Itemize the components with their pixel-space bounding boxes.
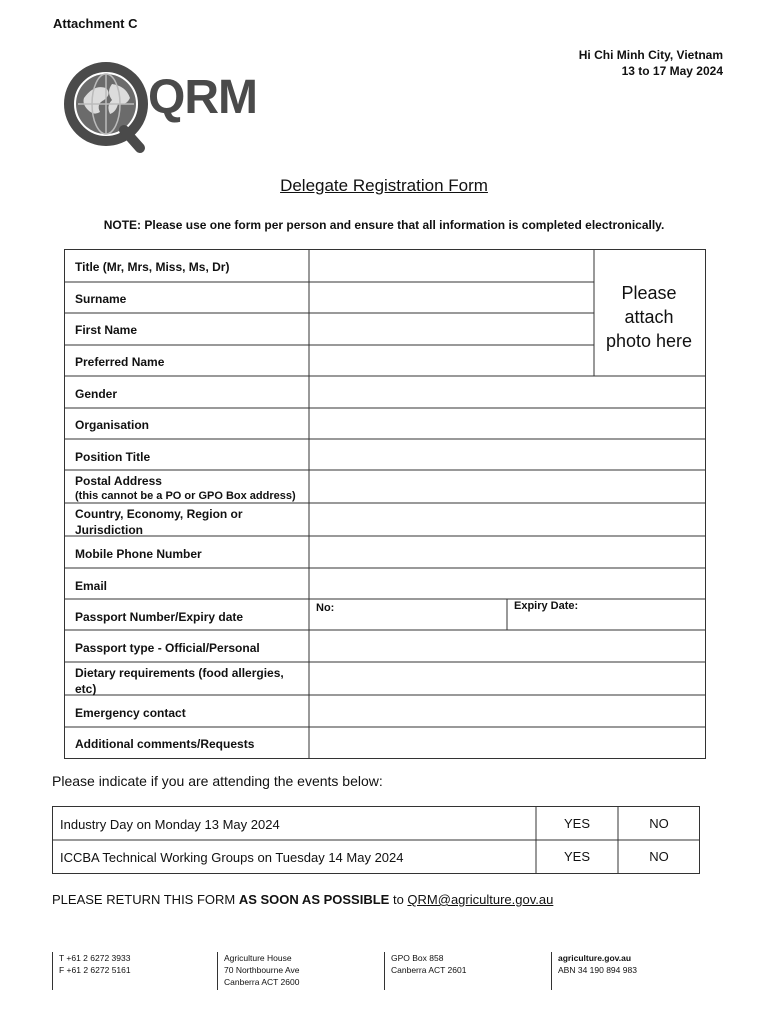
footer-web — [551, 952, 637, 990]
return-email-link[interactable]: QRM@agriculture.gov.au — [407, 892, 554, 907]
field-label-email: Email — [75, 579, 108, 593]
field-label-organisation: Organisation — [75, 418, 150, 432]
return-to: to — [389, 892, 408, 907]
photo-line-1: Please — [621, 283, 677, 303]
footer-address-line-1: Agriculture House — [224, 953, 292, 963]
passport-expiry-label: Expiry Date: — [514, 600, 579, 612]
photo-line-3: photo here — [605, 331, 693, 351]
field-label-passport: Passport Number/Expiry date — [75, 610, 244, 624]
footer-website[interactable]: agriculture.gov.au — [558, 953, 632, 963]
field-label-position-title: Position Title — [75, 450, 151, 464]
field-label-country: Country, Economy, Region or — [75, 507, 243, 521]
passport-number-label: No: — [316, 602, 335, 614]
input-postal-address[interactable] — [310, 471, 705, 503]
input-passport-type[interactable] — [310, 631, 705, 662]
field-sublabel-dietary: etc) — [75, 682, 97, 696]
input-gender[interactable] — [310, 377, 705, 408]
qrm-logo — [62, 58, 262, 154]
field-label-preferred-name: Preferred Name — [75, 355, 165, 369]
event-industry-day: Industry Day on Monday 13 May 2024 — [60, 817, 280, 832]
input-email[interactable] — [310, 569, 705, 599]
registration-table — [64, 249, 706, 759]
events-intro: Please indicate if you are attending the events below: — [52, 773, 383, 789]
input-organisation[interactable] — [310, 409, 705, 439]
footer-phone: T +61 2 6272 3933 — [59, 953, 131, 963]
footer-abn: ABN 34 190 894 983 — [558, 965, 637, 975]
input-emergency[interactable] — [310, 696, 705, 727]
field-label-dietary: Dietary requirements (food allergies, — [75, 666, 284, 680]
field-label-mobile: Mobile Phone Number — [75, 547, 202, 561]
event-industry-day-no[interactable]: NO — [649, 816, 669, 831]
logo-text: QRM — [148, 71, 257, 124]
input-dietary[interactable] — [310, 663, 705, 695]
event-location — [579, 47, 723, 79]
event-iccba-twg: ICCBA Technical Working Groups on Tuesday 14 May 2024 — [60, 850, 404, 865]
photo-placeholder — [596, 281, 702, 353]
return-prefix: PLEASE RETURN THIS FORM — [52, 892, 239, 907]
footer-po-line-2: Canberra ACT 2601 — [391, 965, 467, 975]
footer-fax: F +61 2 6272 5161 — [59, 965, 131, 975]
location-city: Hi Chi Minh City, Vietnam — [578, 48, 723, 62]
field-label-surname: Surname — [75, 292, 127, 306]
field-sublabel-country: Jurisdiction — [75, 523, 144, 537]
input-preferred-name[interactable] — [310, 346, 594, 376]
event-iccba-twg-no[interactable]: NO — [649, 849, 669, 864]
field-label-title: Title (Mr, Mrs, Miss, Ms, Dr) — [75, 260, 230, 274]
footer-postal-address — [384, 952, 466, 990]
return-instructions — [52, 892, 553, 907]
field-label-passport-type: Passport type - Official/Personal — [75, 641, 260, 655]
footer-po-line-1: GPO Box 858 — [391, 953, 444, 963]
input-country[interactable] — [310, 504, 705, 536]
input-first-name[interactable] — [310, 314, 594, 345]
field-label-postal-address: Postal Address — [75, 474, 162, 488]
input-position-title[interactable] — [310, 440, 705, 470]
footer-street-address — [217, 952, 299, 990]
input-surname[interactable] — [310, 283, 594, 313]
input-passport-number[interactable] — [310, 600, 507, 630]
input-title[interactable] — [310, 250, 594, 282]
input-passport-expiry[interactable] — [508, 600, 705, 630]
field-label-gender: Gender — [75, 387, 118, 401]
field-label-emergency: Emergency contact — [75, 706, 186, 720]
field-sublabel-postal-address: (this cannot be a PO or GPO Box address) — [75, 490, 296, 502]
attachment-label: Attachment C — [53, 16, 138, 31]
footer-contact — [52, 952, 131, 990]
form-note: NOTE: Please use one form per person and ensure that all information is completed electronically. — [103, 218, 665, 232]
field-label-first-name: First Name — [75, 323, 138, 337]
field-label-comments: Additional comments/Requests — [75, 737, 255, 751]
form-title: Delegate Registration Form — [280, 176, 488, 195]
event-industry-day-yes[interactable]: YES — [563, 816, 590, 831]
input-comments[interactable] — [310, 728, 705, 758]
events-table — [52, 806, 700, 874]
photo-line-2: attach — [624, 307, 674, 327]
location-dates: 13 to 17 May 2024 — [621, 64, 723, 78]
input-mobile[interactable] — [310, 537, 705, 568]
event-iccba-twg-yes[interactable]: YES — [563, 849, 590, 864]
footer-address-line-3: Canberra ACT 2600 — [224, 977, 300, 987]
footer-address-line-2: 70 Northbourne Ave — [224, 965, 300, 975]
return-emphasis: AS SOON AS POSSIBLE — [238, 892, 390, 907]
